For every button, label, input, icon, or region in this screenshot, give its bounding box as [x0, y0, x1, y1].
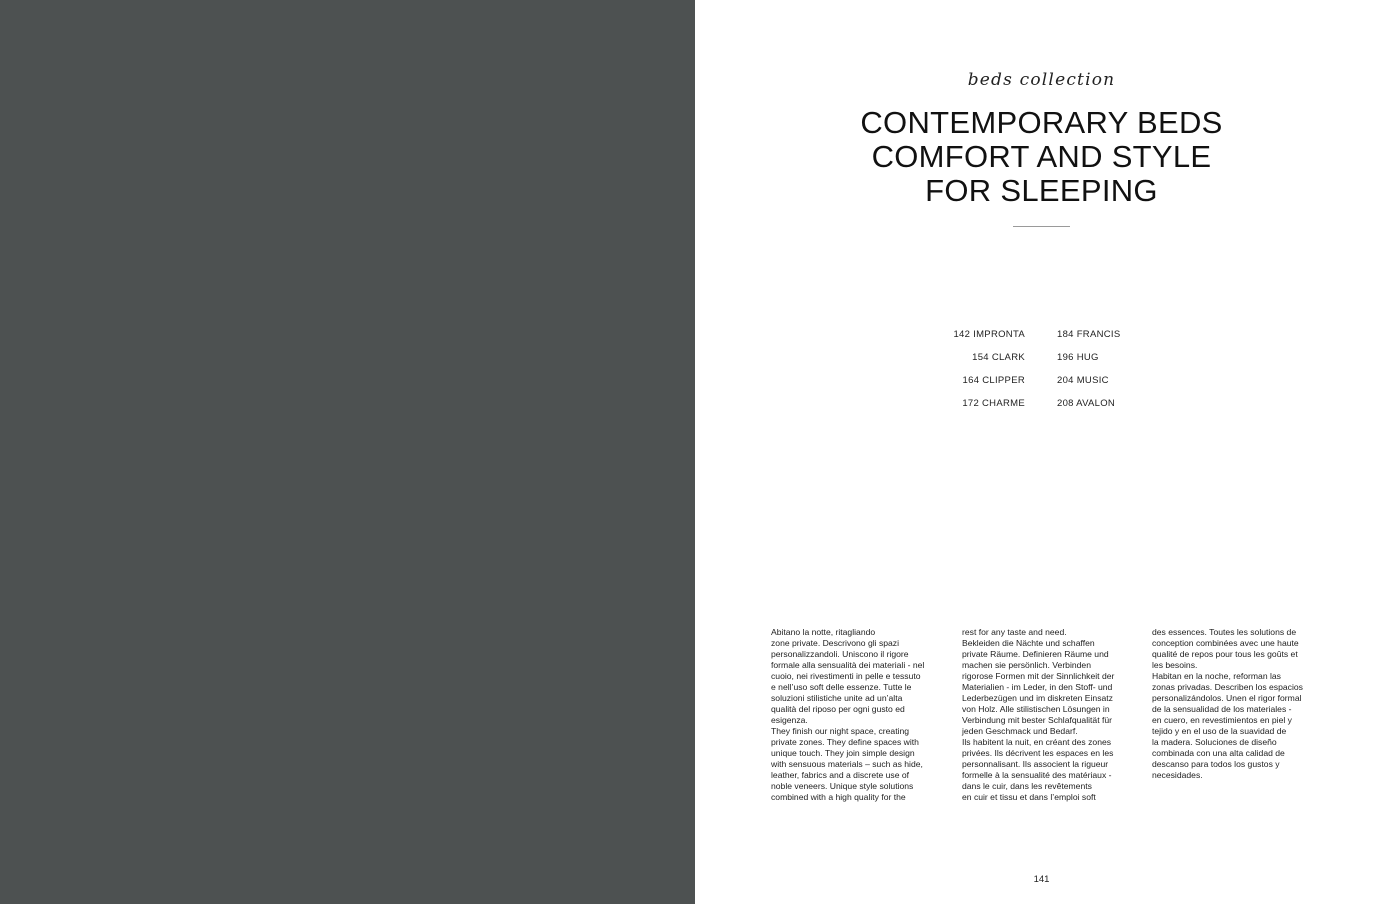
title-divider: [1013, 226, 1070, 227]
index-item: 142 IMPRONTA: [953, 329, 1025, 340]
body-text-column-3: des essences. Toutes les solutions de conception combinées avec une haute qualité de repos pour tous les goûts et les besoins. Habitan en la noche, reforman las zonas privadas. Describen los espacios personalizándolos. Unen el rigor formal de la sensualidad de los materiales - en cuero, en revestimientos en piel y tejido y en el uso de la suavidad de la madera. Soluciones de diseño combinada con una alta calidad de descanso para todos los gustos y necesidades.: [1152, 627, 1303, 780]
title-line: CONTEMPORARY BEDS: [860, 105, 1223, 140]
product-index-left: [915, 328, 1025, 420]
index-item: 196 HUG: [1057, 352, 1099, 363]
body-text-column-2: rest for any taste and need. Bekleiden die Nächte und schaffen private Räume. Definieren Räume und machen sie persönlich. Verbinden rigorose Formen mit der Sinnlichkeit der Materialien - im Leder, in den Stoff- und Lederbezügen und im diskreten Einsatz von Holz. Alle stilistischen Lösungen in Verbindung mit bester Schlafqualität für jeden Geschmack und Bedarf. Ils habitent la nuit, en créant des zones privées. Ils décrivent les espaces en les personnalisant. Ils associent la rigueur formelle à la sensualité des matériaux - dans le cuir, dans les revêtements en cuir et tissu et dans l’emploi soft: [962, 627, 1115, 802]
index-item: 184 FRANCIS: [1057, 329, 1121, 340]
section-subtitle: beds collection: [967, 70, 1116, 90]
title-line: FOR SLEEPING: [925, 173, 1158, 208]
body-text-column-1: Abitano la notte, ritagliando zone private. Descrivono gli spazi personalizzandoli. Uniscono il rigore formale alla sensualità dei materiali - nel cuoio, nei rivestimenti in pelle e tessuto e nell’uso soft delle essenze. Tutte le soluzioni stilistiche unite ad un’alta qualità del riposo per ogni gusto ed esigenza. They finish our night space, creating private zones. They define spaces with unique touch. They join simple design with sensuous materials – such as hide, leather, fabrics and a discrete use of noble veneers. Unique style solutions combined with a high quality for the: [771, 627, 925, 802]
index-item: 208 AVALON: [1057, 398, 1116, 409]
index-item: 164 CLIPPER: [962, 375, 1025, 386]
title-line: COMFORT AND STYLE: [871, 139, 1212, 174]
page-number: 141: [1033, 874, 1050, 885]
product-index-right: [1057, 328, 1177, 420]
index-item: 204 MUSIC: [1057, 375, 1109, 386]
right-page: [695, 0, 1388, 904]
index-item: 172 CHARME: [962, 398, 1025, 409]
index-item: 154 CLARK: [972, 352, 1025, 363]
page-title: [695, 106, 1388, 208]
